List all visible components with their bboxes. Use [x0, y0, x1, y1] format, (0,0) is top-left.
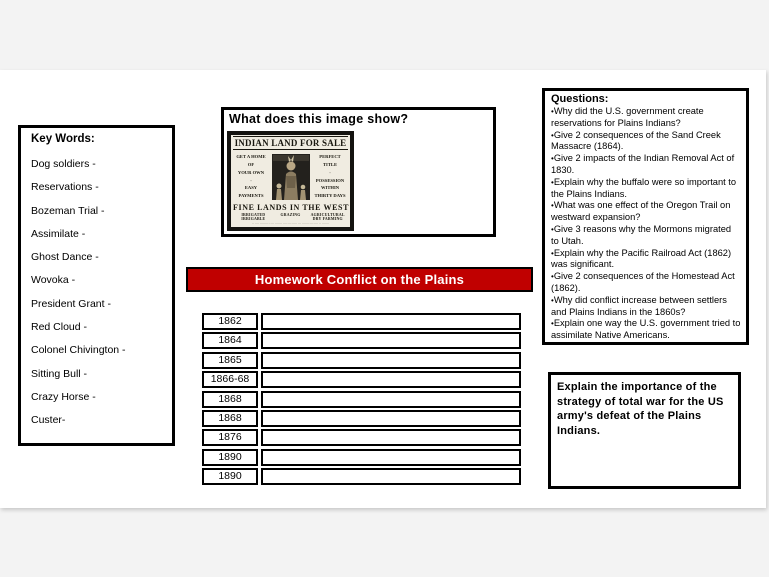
questions-box	[542, 88, 749, 345]
question-item	[551, 153, 741, 177]
keyword-item: Wovoka -	[31, 274, 76, 287]
question-text: Give 2 consequences of the Sand Creek Massacre (1864).	[551, 129, 721, 152]
indian-land-poster	[227, 131, 354, 231]
question-item	[551, 248, 741, 272]
entry-cell	[261, 352, 521, 369]
timeline-table	[202, 313, 521, 488]
question-item	[551, 130, 741, 154]
year-cell: 1876	[202, 429, 258, 446]
keyword-item: Dog soldiers -	[31, 158, 96, 170]
question-item	[551, 177, 741, 201]
timeline-row	[202, 429, 521, 446]
native-american-photo	[272, 154, 310, 200]
question-bullet: •	[551, 130, 554, 140]
question-item	[551, 200, 741, 224]
image-prompt: What does this image show?	[229, 112, 409, 126]
task-text: Explain the importance of the strategy of total war for the US army's defeat of the Plains Indians.	[557, 381, 724, 437]
question-bullet: •	[551, 201, 554, 211]
keyword-item: Ghost Dance -	[31, 251, 99, 264]
timeline-row	[202, 313, 521, 330]
entry-cell	[261, 391, 521, 408]
question-text: Give 2 impacts of the Indian Removal Act of 1830.	[551, 153, 735, 175]
year-cell: 1862	[202, 313, 258, 330]
question-text: Why did conflict increase between settlers and Plains Indians in the 1860s?	[551, 294, 727, 317]
year-cell: 1890	[202, 449, 258, 466]
question-text: Explain why the buffalo were so important to the Plains Indians.	[551, 176, 737, 199]
timeline-row	[202, 352, 521, 369]
question-item	[551, 106, 741, 130]
image-question-box	[221, 107, 496, 237]
question-text: Give 2 consequences of the Homestead Act (1862).	[551, 271, 735, 293]
poster-footer-columns: IRRIGATED IRRIGABLE GRAZING AGRICULTURAL DRY FARMING	[241, 213, 345, 221]
keyword-item: Reservations -	[31, 181, 99, 194]
question-text: Explain why the Pacific Railroad Act (1862) was significant.	[551, 247, 732, 270]
keyword-item: Red Cloud -	[31, 321, 88, 334]
year-cell: 1890	[202, 468, 258, 485]
entry-cell	[261, 371, 521, 388]
question-item	[551, 318, 741, 342]
question-bullet: •	[551, 154, 554, 164]
question-item	[551, 295, 741, 319]
question-bullet: •	[551, 107, 554, 116]
keyword-item: Custer-	[31, 414, 66, 427]
question-bullet: •	[551, 224, 554, 234]
timeline-row	[202, 468, 521, 485]
question-text: Give 3 reasons why the Mormons migrated to Utah.	[551, 223, 732, 246]
entry-cell	[261, 449, 521, 466]
homework-banner	[186, 267, 533, 292]
year-cell: 1866-68	[202, 371, 258, 388]
entry-cell	[261, 313, 521, 330]
year-cell: 1868	[202, 410, 258, 427]
question-text: Why did the U.S. government create reservations for Plains Indians?	[551, 106, 704, 128]
timeline-row	[202, 371, 521, 388]
timeline-row	[202, 391, 521, 408]
timeline-row	[202, 332, 521, 349]
entry-cell	[261, 468, 521, 485]
keyword-item: Assimilate -	[31, 227, 86, 240]
worksheet-page	[0, 70, 766, 508]
homework-banner-label: Homework Conflict on the Plains	[254, 272, 465, 287]
task-box	[548, 372, 741, 489]
timeline-row	[202, 449, 521, 466]
keyword-item: President Grant -	[31, 297, 111, 310]
keyword-item: Colonel Chivington -	[31, 344, 126, 357]
keyword-item: Sitting Bull -	[31, 367, 88, 380]
questions-title: Questions:	[551, 93, 609, 105]
timeline-row	[202, 410, 521, 427]
poster-fine-print: ·· ···· ········ ·· ··· ······· ···· ···· ····· ··· ······· ···· ···· ·· ·······	[252, 222, 329, 226]
question-bullet: •	[551, 248, 554, 258]
question-item	[551, 224, 741, 248]
question-bullet: •	[551, 177, 554, 187]
entry-cell	[261, 429, 521, 446]
keywords-box	[18, 125, 175, 446]
question-text: What was one effect of the Oregon Trail on westward expansion?	[551, 200, 731, 223]
year-cell: 1865	[202, 352, 258, 369]
poster-left-column: GET A HOME OF YOUR OWN · EASY PAYMENTS	[236, 154, 266, 199]
poster-right-column: PERFECT TITLE · POSSESSION WITHIN THIRTY DAYS	[314, 154, 346, 199]
question-bullet: •	[551, 319, 554, 329]
question-text: Explain one way the U.S. government tried to assimilate Native Americans.	[551, 318, 741, 341]
question-bullet: •	[551, 272, 554, 282]
poster-subtitle: FINE LANDS IN THE WEST	[233, 203, 350, 212]
question-bullet: •	[551, 295, 554, 305]
year-cell: 1868	[202, 391, 258, 408]
keywords-title: Key Words:	[31, 133, 95, 145]
keyword-item: Crazy Horse -	[31, 390, 96, 403]
poster-title: INDIAN LAND FOR SALE	[234, 138, 347, 148]
entry-cell	[261, 332, 521, 349]
keyword-item: Bozeman Trial -	[31, 204, 105, 217]
question-item	[551, 271, 741, 295]
year-cell: 1864	[202, 332, 258, 349]
entry-cell	[261, 410, 521, 427]
